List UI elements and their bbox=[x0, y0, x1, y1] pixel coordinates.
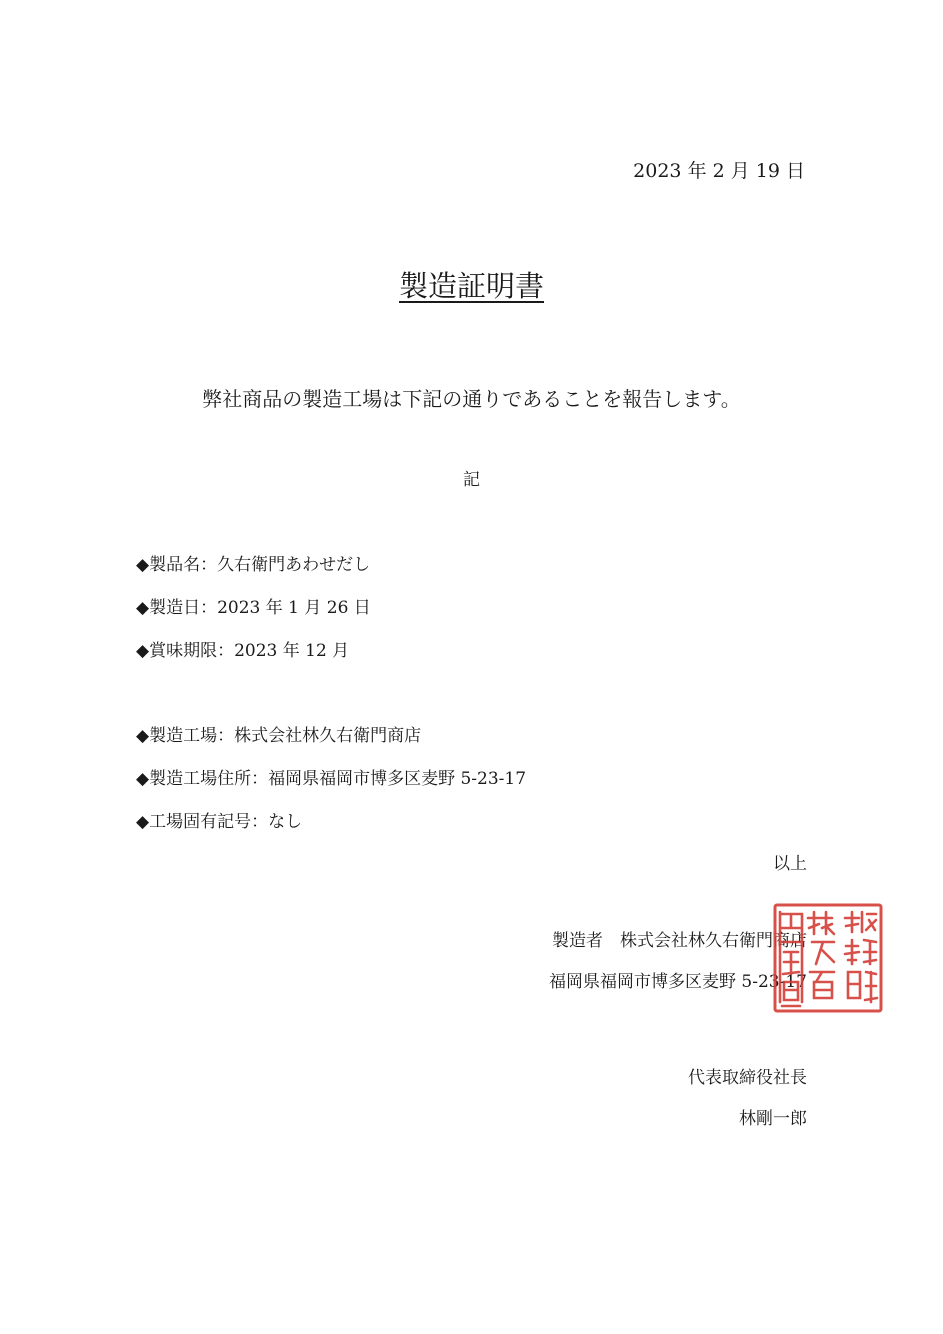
document-title bbox=[0, 264, 943, 305]
seal-strokes bbox=[775, 905, 881, 1011]
item-factory-code: ◆工場固有記号：なし bbox=[136, 812, 303, 832]
company-seal-stamp bbox=[772, 902, 884, 1014]
issuer-address: 福岡県福岡市博多区麦野 5-23-17 bbox=[549, 972, 807, 992]
item-best-before: ◆賞味期限：2023 年 12 月 bbox=[136, 641, 350, 661]
item-product-name: ◆製品名：久右衛門あわせだし bbox=[136, 555, 371, 575]
title-text: 製造証明書 bbox=[398, 269, 544, 303]
intro-text: 弊社商品の製造工場は下記の通りであることを報告します。 bbox=[202, 387, 741, 411]
item-manufacture-date: ◆製造日：2023 年 1 月 26 日 bbox=[136, 598, 371, 618]
issuer-position: 代表取締役社長 bbox=[688, 1068, 807, 1088]
document-date: 2023 年 2 月 19 日 bbox=[633, 160, 805, 182]
issuer-name: 林剛一郎 bbox=[739, 1109, 807, 1129]
item-factory: ◆製造工場：株式会社林久右衛門商店 bbox=[136, 726, 422, 746]
item-factory-address: ◆製造工場住所：福岡県福岡市博多区麦野 5-23-17 bbox=[136, 769, 527, 789]
ki-heading: 記 bbox=[463, 470, 480, 490]
issuer-maker-line: 製造者 株式会社林久右衛門商店 bbox=[552, 931, 807, 951]
closing-text: 以上 bbox=[773, 854, 807, 874]
